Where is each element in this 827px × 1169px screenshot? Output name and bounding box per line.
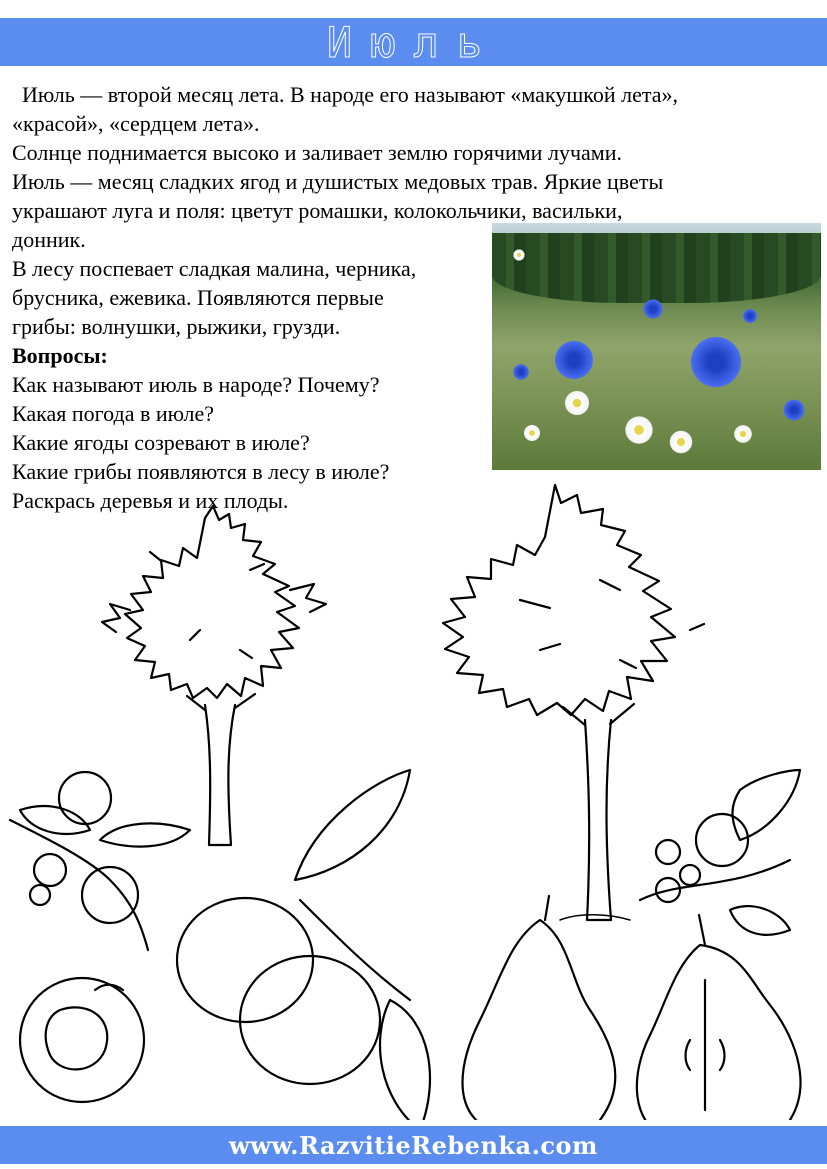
cornflower-shape — [742, 308, 758, 324]
cornflower-shape — [552, 338, 596, 382]
footer-banner — [0, 1126, 827, 1164]
page-title: Июль — [326, 17, 501, 67]
task-instruction: Раскрась деревья и их плоды. — [12, 488, 289, 513]
apricot-blossom-drawing — [10, 772, 190, 950]
cornflower-shape — [642, 298, 664, 320]
daisy-shape — [622, 413, 656, 447]
question-item: Какие грибы появляются в лесу в июле? — [12, 459, 390, 484]
cornflower-shape — [687, 333, 745, 391]
daisy-shape — [562, 388, 592, 418]
paragraph-line: донник. — [12, 227, 86, 252]
cornflower-shape — [782, 398, 806, 422]
header-banner — [0, 18, 827, 66]
paragraph-line: украшают луга и поля: цветут ромашки, колокольчики, васильки, — [12, 198, 623, 223]
meadow-photo — [492, 223, 821, 470]
daisy-shape — [732, 423, 754, 445]
pear-blossom-drawing — [640, 770, 800, 935]
daisy-shape — [667, 428, 695, 456]
apricot-tree-drawing — [102, 506, 326, 845]
daisy-shape — [522, 423, 542, 443]
site-url-link[interactable]: www.RazvitieRebenka.com — [229, 1130, 598, 1160]
paragraph-line: «красой», «сердцем лета». — [12, 111, 260, 136]
photo-forest — [492, 233, 821, 303]
paragraph-line: брусника, ежевика. Появляются первые — [12, 285, 384, 310]
paragraph-line: В лесу поспевает сладкая малина, черника, — [12, 256, 417, 281]
paragraph-line: Солнце поднимается высоко и заливает землю горячими лучами. — [12, 140, 622, 165]
pear-fruit-drawing — [463, 896, 801, 1120]
daisy-shape — [512, 248, 526, 262]
paragraph-line: Июль — второй месяц лета. В народе его называют «макушкой лета», — [22, 82, 679, 107]
paragraph-line: Июль — месяц сладких ягод и душистых медовых трав. Яркие цветы — [12, 169, 664, 194]
question-item: Какая погода в июле? — [12, 401, 215, 426]
apricot-fruit-drawing — [20, 770, 430, 1120]
cornflower-shape — [512, 363, 530, 381]
questions-heading: Вопросы: — [12, 343, 108, 368]
paragraph-line: грибы: волнушки, рыжики, грузди. — [12, 314, 341, 339]
pear-tree-drawing — [443, 485, 704, 920]
question-item: Какие ягоды созревают в июле? — [12, 430, 310, 455]
coloring-illustration — [0, 480, 827, 1120]
question-item: Как называют июль в народе? Почему? — [12, 372, 380, 397]
